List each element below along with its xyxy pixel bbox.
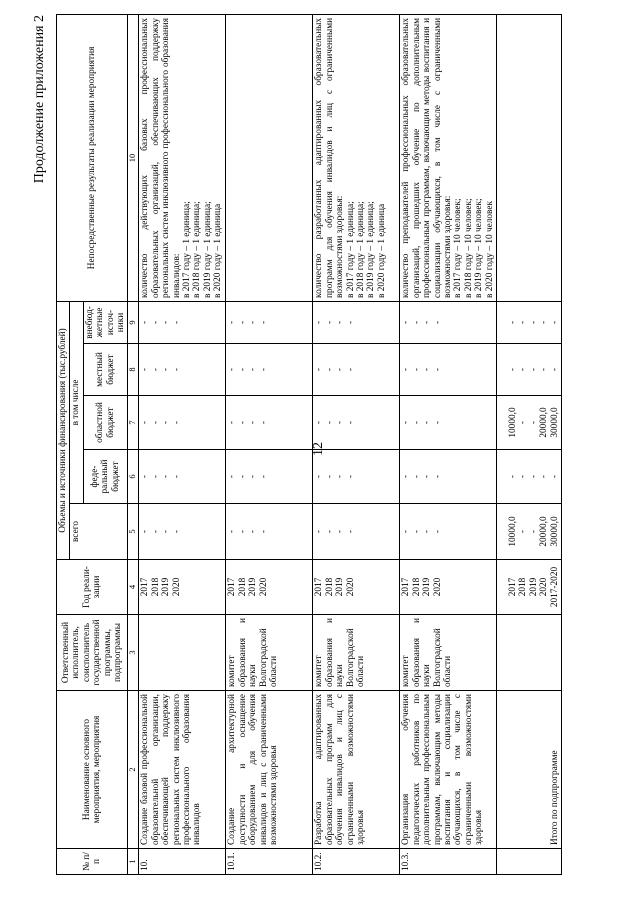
appendix-caption: Продолжение приложения 2 bbox=[32, 15, 47, 184]
cell-line: в 2019 году – 1 единица; bbox=[202, 201, 213, 298]
cell-line: - bbox=[150, 320, 161, 325]
cell-line: - bbox=[539, 320, 550, 325]
cell-line: - bbox=[335, 367, 346, 372]
cell-line: - bbox=[518, 529, 529, 534]
cell-line: - bbox=[227, 474, 238, 479]
cell-line: - bbox=[227, 529, 238, 534]
cell-line: - bbox=[401, 529, 412, 534]
cell-line: - bbox=[401, 420, 412, 425]
row-number: 10.3. bbox=[400, 849, 497, 875]
header-extra: внебюд-жетные источ-ники bbox=[83, 301, 128, 343]
row-total bbox=[226, 504, 313, 560]
total-local bbox=[497, 344, 562, 396]
cell-line: - bbox=[422, 367, 433, 372]
cell-line: - bbox=[324, 529, 335, 534]
row-federal bbox=[139, 450, 226, 504]
cell-line: - bbox=[539, 474, 550, 479]
cell-line: - bbox=[335, 420, 346, 425]
cell-line: - bbox=[248, 367, 259, 372]
cell-line: - bbox=[345, 367, 356, 372]
cell-line: - bbox=[150, 367, 161, 372]
cell-line: - bbox=[528, 367, 539, 372]
cell-line: 2017 bbox=[227, 577, 238, 597]
row-extra bbox=[313, 301, 400, 343]
total-results bbox=[497, 14, 562, 301]
cell-line: 2020 bbox=[171, 577, 182, 597]
total-extra bbox=[497, 301, 562, 343]
cell-line: - bbox=[227, 367, 238, 372]
row-local bbox=[313, 344, 400, 396]
cell-line: - bbox=[422, 529, 433, 534]
cell-line: количество разработанных адаптированных образовательных программ для обучения инвалидов и лиц с ограниченными возможностями здоровья: bbox=[314, 17, 346, 298]
cell-line: 30000,0 bbox=[549, 407, 560, 438]
row-name: Создание архитектурной доступности и оснащение оборудованием для обучения инвалидов и лиц с ограниченными возможностями здоровья bbox=[226, 691, 313, 849]
header-local: местный бюджет bbox=[83, 344, 128, 396]
cell-line: - bbox=[411, 474, 422, 479]
cell-line: - bbox=[237, 420, 248, 425]
total-years bbox=[497, 560, 562, 615]
funding-table bbox=[56, 14, 562, 875]
cell-line: в 2019 году – 10 человек; bbox=[474, 198, 485, 298]
row-executor: комитет образования и науки Волгоградской области bbox=[400, 615, 497, 691]
cell-line: - bbox=[258, 474, 269, 479]
cell-line: 10000,0 bbox=[508, 516, 519, 547]
cell-line: - bbox=[248, 420, 259, 425]
cell-line: в 2019 году – 1 единица; bbox=[366, 201, 377, 298]
cell-line: - bbox=[518, 320, 529, 325]
cell-line: 2020 bbox=[258, 577, 269, 597]
row-regional bbox=[139, 396, 226, 450]
row-local bbox=[139, 344, 226, 396]
cell-line: - bbox=[528, 320, 539, 325]
cell-line: - bbox=[171, 529, 182, 534]
cell-line: 20000,0 bbox=[539, 407, 550, 438]
cell-line: в 2018 году – 10 человек; bbox=[463, 198, 474, 298]
row-regional bbox=[226, 396, 313, 450]
cell-line: - bbox=[549, 367, 560, 372]
total-label: Итого по подпрограмме bbox=[497, 691, 562, 849]
cell-line: - bbox=[549, 474, 560, 479]
cell-line: 2020 bbox=[432, 577, 443, 597]
row-local bbox=[226, 344, 313, 396]
cell-line: 20000,0 bbox=[539, 516, 550, 547]
header-funding: Объемы и источники финансирования (тыс.рублей) bbox=[57, 301, 70, 559]
cell-line: - bbox=[335, 529, 346, 534]
cell-line: 2019 bbox=[248, 577, 259, 597]
cell-line: - bbox=[248, 320, 259, 325]
cell-line: - bbox=[140, 367, 151, 372]
cell-line: 2018 bbox=[518, 577, 529, 597]
cell-line: - bbox=[401, 474, 412, 479]
cell-line: - bbox=[432, 529, 443, 534]
cell-line: 2019 bbox=[161, 577, 172, 597]
cell-line: - bbox=[227, 320, 238, 325]
cell-line: - bbox=[237, 320, 248, 325]
cell-line: - bbox=[401, 320, 412, 325]
cell-line: - bbox=[345, 529, 356, 534]
cell-line: - bbox=[258, 320, 269, 325]
row-years bbox=[313, 560, 400, 615]
cell-line: - bbox=[161, 474, 172, 479]
cell-line: - bbox=[432, 474, 443, 479]
row-federal bbox=[226, 450, 313, 504]
total-executor bbox=[497, 615, 562, 691]
cell-line: в 2020 году – 1 единица bbox=[213, 203, 224, 298]
cell-line: - bbox=[161, 420, 172, 425]
row-results bbox=[226, 14, 313, 301]
row-name: Разработка адаптированных образовательных программ для обучения инвалидов и лиц с ограниченными возможностями здоровья bbox=[313, 691, 400, 849]
cell-line: - bbox=[150, 420, 161, 425]
row-results bbox=[139, 14, 226, 301]
col-number: 8 bbox=[128, 344, 139, 396]
row-executor bbox=[139, 615, 226, 691]
table-body bbox=[139, 14, 562, 874]
cell-line: - bbox=[140, 420, 151, 425]
cell-line: 30000,0 bbox=[549, 516, 560, 547]
row-years bbox=[226, 560, 313, 615]
cell-line: - bbox=[335, 320, 346, 325]
cell-line: - bbox=[258, 420, 269, 425]
cell-line: - bbox=[528, 420, 539, 425]
cell-line: - bbox=[171, 367, 182, 372]
cell-line: 2020 bbox=[539, 577, 550, 597]
cell-line: - bbox=[324, 320, 335, 325]
cell-line: в 2018 году – 1 единица; bbox=[192, 201, 203, 298]
cell-line: - bbox=[345, 420, 356, 425]
header-results: Непосредственные результаты реализации мероприятия bbox=[57, 14, 128, 301]
cell-line: 2020 bbox=[345, 577, 356, 597]
cell-line: - bbox=[345, 474, 356, 479]
row-years bbox=[400, 560, 497, 615]
cell-line: 2019 bbox=[422, 577, 433, 597]
header-year: Год реали-зации bbox=[57, 560, 128, 615]
cell-line: - bbox=[140, 529, 151, 534]
cell-line: - bbox=[171, 420, 182, 425]
col-number: 7 bbox=[128, 396, 139, 450]
cell-line: - bbox=[422, 420, 433, 425]
row-extra bbox=[139, 301, 226, 343]
cell-line: - bbox=[539, 367, 550, 372]
cell-line: количество преподавателей профессиональных образовательных организаций, прошедших обучение по дополнительным профессиональным программам, включающим методы воспитания и социализации обучающихся, в том числе с ограниченными возможностями здоровья: bbox=[401, 17, 454, 298]
table-row bbox=[313, 14, 400, 874]
cell-line: - bbox=[258, 367, 269, 372]
table-row bbox=[226, 14, 313, 874]
row-executor: комитет образования и науки Волгоградской области bbox=[313, 615, 400, 691]
cell-line: - bbox=[335, 474, 346, 479]
cell-line: - bbox=[422, 474, 433, 479]
header-federal: феде-ральный бюджет bbox=[83, 450, 128, 504]
cell-line: - bbox=[432, 320, 443, 325]
total-regional bbox=[497, 396, 562, 450]
header-name: Наименование основного мероприятия, мероприятия bbox=[57, 691, 128, 849]
cell-line: в 2017 году – 10 человек; bbox=[453, 198, 464, 298]
cell-line: - bbox=[161, 367, 172, 372]
cell-line: 2017 bbox=[401, 577, 412, 597]
header-regional: областной бюджет bbox=[83, 396, 128, 450]
cell-line: - bbox=[508, 320, 519, 325]
header-total: всего bbox=[70, 504, 128, 560]
row-total bbox=[400, 504, 497, 560]
cell-line: количество действующих базовых профессиональных образовательных организаций, обеспечивающих поддержку региональных систем инклюзивного профессионального образования инвалидов: bbox=[140, 17, 182, 298]
row-results bbox=[400, 14, 497, 301]
row-federal bbox=[400, 450, 497, 504]
cell-line: - bbox=[140, 474, 151, 479]
cell-line: - bbox=[171, 474, 182, 479]
total-num bbox=[497, 849, 562, 875]
row-extra bbox=[226, 301, 313, 343]
cell-line: - bbox=[248, 474, 259, 479]
cell-line: 2017 bbox=[140, 577, 151, 597]
cell-line: - bbox=[237, 529, 248, 534]
row-regional bbox=[313, 396, 400, 450]
total-row bbox=[497, 14, 562, 874]
cell-line: - bbox=[411, 420, 422, 425]
cell-line: - bbox=[324, 420, 335, 425]
cell-line: 2018 bbox=[237, 577, 248, 597]
col-number: 3 bbox=[128, 615, 139, 691]
cell-line: - bbox=[549, 320, 560, 325]
cell-line: в 2018 году – 1 единица; bbox=[356, 201, 367, 298]
cell-line: 2017 bbox=[508, 577, 519, 597]
table-row bbox=[400, 14, 497, 874]
row-name: Создание базовой профессиональной образовательной организации, обеспечивающей поддержку региональных систем инклюзивного профессионального образования инвалидов bbox=[139, 691, 226, 849]
cell-line: - bbox=[150, 474, 161, 479]
cell-line: - bbox=[508, 367, 519, 372]
cell-line: - bbox=[422, 320, 433, 325]
col-number: 1 bbox=[128, 849, 139, 875]
col-number: 6 bbox=[128, 450, 139, 504]
cell-line: - bbox=[432, 420, 443, 425]
cell-line: - bbox=[150, 529, 161, 534]
header-executor: Ответственный исполнитель, соисполнитель государственной программы, подпрограммы bbox=[57, 615, 128, 691]
cell-line: - bbox=[161, 320, 172, 325]
column-numbers-row bbox=[128, 14, 139, 874]
cell-line: - bbox=[324, 474, 335, 479]
row-regional bbox=[400, 396, 497, 450]
cell-line: - bbox=[314, 420, 325, 425]
row-federal bbox=[313, 450, 400, 504]
cell-line: - bbox=[314, 367, 325, 372]
cell-line: - bbox=[518, 420, 529, 425]
cell-line: 2019 bbox=[335, 577, 346, 597]
cell-line: - bbox=[528, 529, 539, 534]
row-number: 10.1. bbox=[226, 849, 313, 875]
cell-line: - bbox=[432, 367, 443, 372]
cell-line: - bbox=[140, 320, 151, 325]
cell-line: - bbox=[401, 367, 412, 372]
col-number: 5 bbox=[128, 504, 139, 560]
cell-line: - bbox=[528, 474, 539, 479]
row-results bbox=[313, 14, 400, 301]
cell-line: - bbox=[237, 367, 248, 372]
cell-line: в 2020 году – 10 человек bbox=[484, 200, 495, 298]
row-extra bbox=[400, 301, 497, 343]
cell-line: - bbox=[314, 529, 325, 534]
cell-line: в 2017 году – 1 единица; bbox=[345, 201, 356, 298]
cell-line: - bbox=[314, 320, 325, 325]
cell-line: - bbox=[411, 529, 422, 534]
cell-line: - bbox=[248, 529, 259, 534]
cell-line: - bbox=[508, 474, 519, 479]
cell-line: в 2020 году – 1 единица bbox=[376, 203, 387, 298]
cell-line: - bbox=[237, 474, 248, 479]
total-total bbox=[497, 504, 562, 560]
cell-line: - bbox=[518, 474, 529, 479]
col-number: 2 bbox=[128, 691, 139, 849]
page-number: 12 bbox=[311, 442, 326, 456]
header-num: № п/п bbox=[57, 849, 128, 875]
cell-line: 2017-2020 bbox=[549, 566, 560, 608]
total-federal bbox=[497, 450, 562, 504]
row-executor: комитет образования и науки Волгоградской области bbox=[226, 615, 313, 691]
cell-line: - bbox=[314, 474, 325, 479]
cell-line: - bbox=[258, 529, 269, 534]
cell-line: - bbox=[411, 320, 422, 325]
row-number: 10.2. bbox=[313, 849, 400, 875]
cell-line: 10000,0 bbox=[508, 407, 519, 438]
row-number: 10. bbox=[139, 849, 226, 875]
row-total bbox=[313, 504, 400, 560]
cell-line: 2018 bbox=[150, 577, 161, 597]
cell-line: - bbox=[171, 320, 182, 325]
row-name: Организация обучения педагогических работников по дополнительным профессиональным программам, включающим методы воспитания и социализации обучающихся, в том числе с ограниченными возможностями здоровья bbox=[400, 691, 497, 849]
cell-line: 2018 bbox=[411, 577, 422, 597]
row-years bbox=[139, 560, 226, 615]
cell-line: - bbox=[411, 367, 422, 372]
row-local bbox=[400, 344, 497, 396]
cell-line: 2017 bbox=[314, 577, 325, 597]
table-row bbox=[139, 14, 226, 874]
header-including: в том числе bbox=[70, 301, 83, 503]
cell-line: 2018 bbox=[324, 577, 335, 597]
cell-line: - bbox=[227, 420, 238, 425]
row-total bbox=[139, 504, 226, 560]
cell-line: - bbox=[324, 367, 335, 372]
cell-line: 2019 bbox=[528, 577, 539, 597]
col-number: 4 bbox=[128, 560, 139, 615]
cell-line: - bbox=[345, 320, 356, 325]
col-number: 10 bbox=[128, 14, 139, 301]
col-number: 9 bbox=[128, 301, 139, 343]
cell-line: - bbox=[161, 529, 172, 534]
cell-line: в 2017 году – 1 единица; bbox=[182, 201, 193, 298]
cell-line: - bbox=[518, 367, 529, 372]
